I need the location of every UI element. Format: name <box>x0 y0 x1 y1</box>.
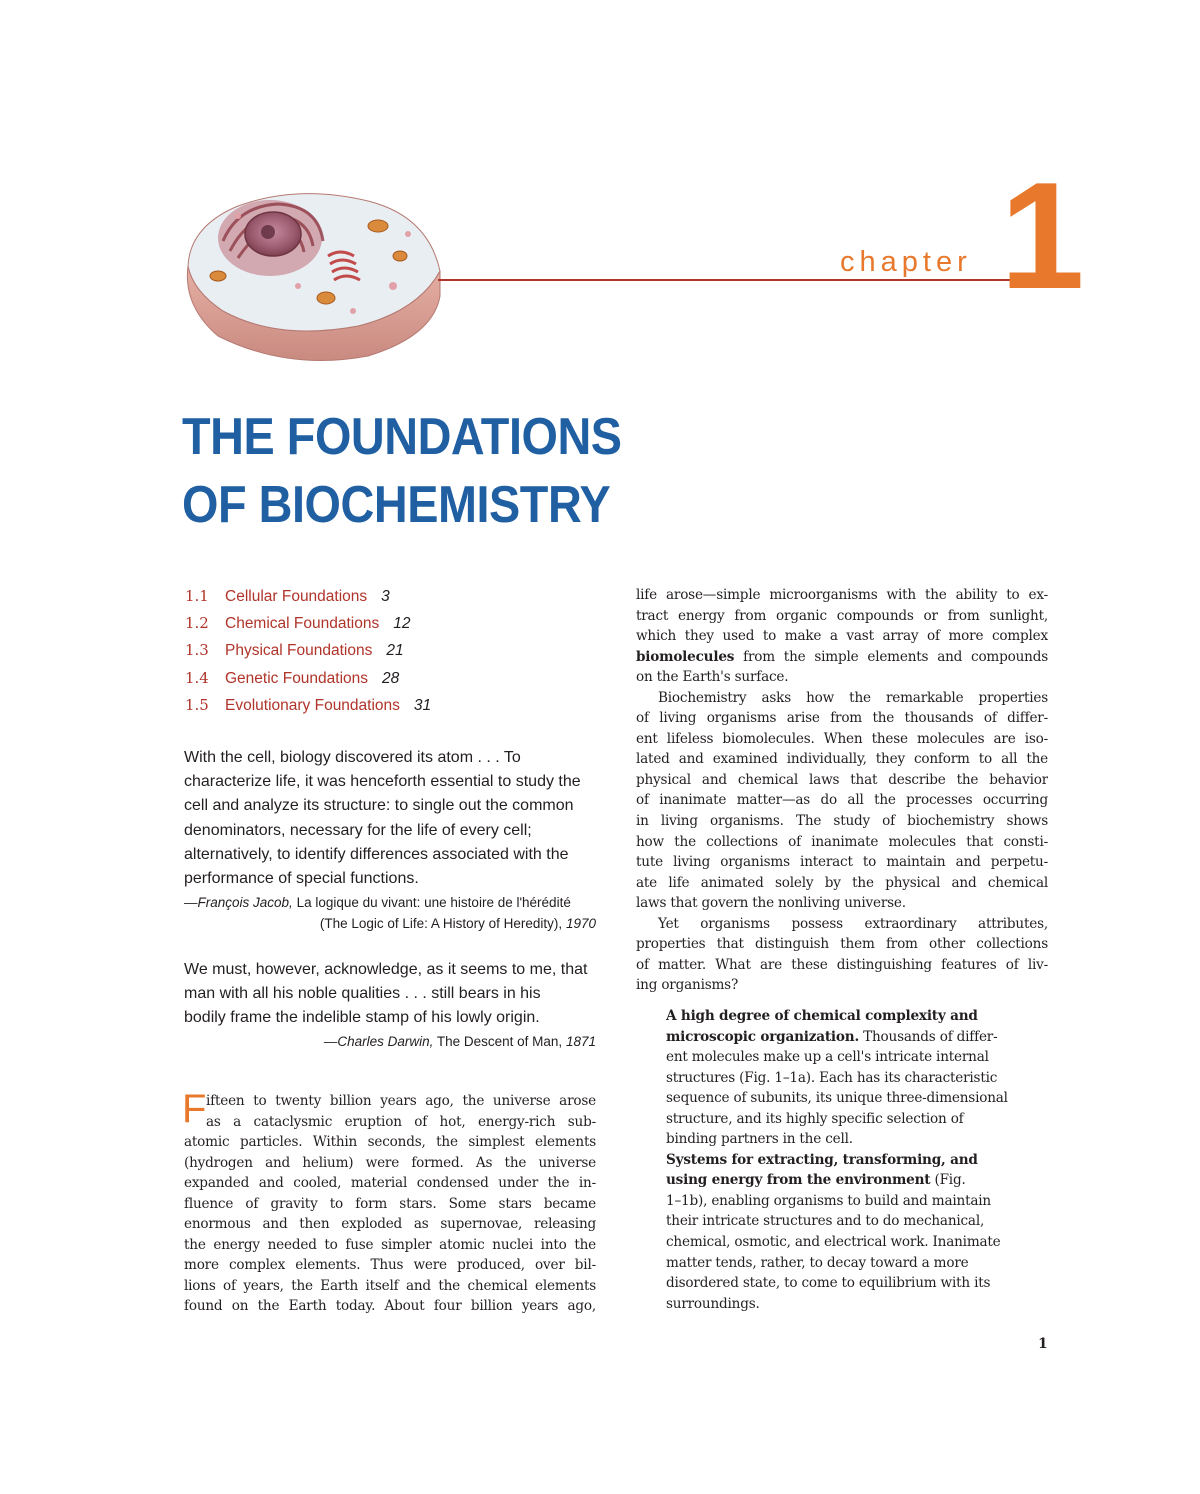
body-line: lions of years, the Earth itself and the chemical elements <box>184 1277 596 1294</box>
body-line: as a cataclysmic eruption of hot, energy-rich sub- <box>206 1113 596 1130</box>
body-line: how the collections of inanimate molecules that consti- <box>636 833 1048 850</box>
body-line: surroundings. <box>666 1295 760 1312</box>
body-line: found on the Earth today. About four billion years ago, <box>184 1298 596 1315</box>
section-page: 21 <box>386 642 404 660</box>
body-line: expanded and cooled, material condensed under the in- <box>184 1175 596 1192</box>
chapter-rule <box>438 279 1048 281</box>
epigraph-author: —Charles Darwin, <box>323 1034 434 1049</box>
feature-title: microscopic organization. <box>666 1028 859 1045</box>
body-line: disordered state, to come to equilibrium with its <box>666 1275 991 1292</box>
section-item[interactable] <box>185 640 605 667</box>
body-line: 1–1b), enabling organisms to build and maintain <box>666 1192 991 1209</box>
body-line: Yet organisms possess extraordinary attributes, <box>658 915 1048 932</box>
body-text: from the simple elements and compounds <box>743 648 1048 665</box>
section-item[interactable] <box>185 668 605 695</box>
epigraph-work: La logique du vivant: une histoire de l'hérédité <box>296 895 571 910</box>
body-line: binding partners in the cell. <box>666 1131 853 1148</box>
section-number: 1.2 <box>185 614 209 633</box>
body-line: chemical, osmotic, and electrical work. Inanimate <box>666 1234 1001 1251</box>
section-number: 1.5 <box>185 695 209 714</box>
feature-heading <box>666 1006 1048 1027</box>
body-line: tract energy from organic compounds or from sunlight, <box>636 607 1048 624</box>
feature-title: using energy from the environment <box>666 1172 931 1189</box>
section-title: Genetic Foundations <box>225 669 369 687</box>
body-line: laws that govern the nonliving universe. <box>636 895 906 912</box>
epigraph-translation: (The Logic of Life: A History of Heredity), <box>319 916 563 931</box>
feature-heading <box>666 1170 1048 1191</box>
section-number: 1.1 <box>185 587 209 605</box>
epigraph-attribution <box>184 893 596 913</box>
feature-heading <box>666 1150 1048 1171</box>
body-line: enormous and then exploded as supernovae, releasing <box>184 1216 596 1233</box>
body-line: of inanimate matter—as do all the processes occurring <box>636 792 1048 809</box>
body-line: ent lifeless biomolecules. When these molecules are iso- <box>636 730 1048 747</box>
body-line: of living organisms arise from the thousands of differ- <box>636 710 1048 727</box>
body-line: of matter. What are these distinguishing features of liv- <box>636 956 1048 973</box>
body-line: ifteen to twenty billion years ago, the universe arose <box>206 1093 596 1109</box>
body-line: atomic particles. Within seconds, the simplest elements <box>184 1134 596 1151</box>
body-text: Thousands of differ- <box>863 1028 998 1045</box>
section-list <box>185 586 605 722</box>
epigraph-line: bodily frame the indelible stamp of his lowly origin. <box>184 1009 540 1027</box>
section-page: 3 <box>381 588 390 605</box>
section-item[interactable] <box>185 613 605 640</box>
section-title: Evolutionary Foundations <box>225 696 400 714</box>
body-line: ent molecules make up a cell's intricate internal <box>666 1049 989 1066</box>
body-line: (hydrogen and helium) were formed. As the universe <box>184 1154 596 1171</box>
epigraph-line: performance of special functions. <box>184 869 419 887</box>
chapter-title-line-1: THE FOUNDATIONS <box>182 408 622 466</box>
section-number: 1.4 <box>185 668 209 687</box>
epigraph-year: 1970 <box>565 916 596 931</box>
body-line: sequence of subunits, its unique three-dimensional <box>666 1090 1008 1107</box>
key-term: biomolecules <box>636 648 735 665</box>
feature-title: Systems for extracting, transforming, and <box>666 1151 978 1168</box>
feature-title: A high degree of chemical complexity and <box>666 1008 978 1024</box>
chapter-label: chapter <box>840 246 972 278</box>
epigraph-year: 1871 <box>565 1034 596 1049</box>
page-number: 1 <box>1038 1336 1048 1352</box>
body-line: which they used to make a vast array of more complex <box>636 628 1048 645</box>
body-line: lated and examined individually, they conform to all the <box>636 751 1048 768</box>
section-page: 12 <box>393 615 411 633</box>
section-title: Chemical Foundations <box>225 615 380 633</box>
animal-cell-illustration <box>178 186 448 366</box>
body-line: the energy needed to fuse simpler atomic nuclei into the <box>184 1236 596 1253</box>
body-column-right <box>636 585 1048 996</box>
body-line: structure, and its highly specific selection of <box>666 1110 964 1127</box>
body-line: their intricate structures and to do mechanical, <box>666 1213 985 1230</box>
section-page: 28 <box>382 669 400 687</box>
section-number: 1.3 <box>185 641 209 660</box>
section-item[interactable] <box>185 695 605 722</box>
body-line: ing organisms? <box>636 977 739 994</box>
body-text: (Fig. <box>934 1172 966 1189</box>
body-line: tute living organisms interact to maintain and perpetu- <box>636 854 1048 871</box>
body-column-left <box>182 1087 596 1317</box>
body-line: ate life animated solely by the physical and chemical <box>636 874 1048 891</box>
epigraph-work: The Descent of Man, <box>436 1034 563 1049</box>
body-line: properties that distinguish them from other collections <box>636 936 1048 953</box>
epigraph-line: cell and analyze its structure: to single out the common <box>184 797 574 815</box>
chapter-number: 1 <box>1000 151 1085 321</box>
drop-cap: F <box>182 1087 207 1131</box>
body-line: life arose—simple microorganisms with the ability to ex- <box>636 587 1048 603</box>
body-line: physical and chemical laws that describe the behavior <box>636 771 1048 788</box>
body-line-keyterm <box>636 647 1048 668</box>
epigraph-darwin <box>184 958 596 1031</box>
epigraph-line: denominators, necessary for the life of every cell; <box>184 821 532 839</box>
epigraph-line: alternatively, to identify differences associated with the <box>184 845 569 863</box>
feature-heading <box>666 1027 1048 1048</box>
epigraph-line: We must, however, acknowledge, as it seems to me, that <box>184 961 588 978</box>
body-line: fluence of gravity to form stars. Some stars became <box>184 1195 596 1212</box>
epigraph-attribution-2 <box>184 914 596 934</box>
epigraph-line: With the cell, biology discovered its atom . . . To <box>184 749 521 766</box>
body-line: matter tends, rather, to decay toward a more <box>666 1254 969 1271</box>
body-line: structures (Fig. 1–1a). Each has its characteristic <box>666 1069 998 1086</box>
epigraph-jacob <box>184 746 596 891</box>
epigraph-attribution <box>184 1032 596 1052</box>
body-line: on the Earth's surface. <box>636 669 789 686</box>
epigraph-line: characterize life, it was henceforth essential to study the <box>184 773 581 791</box>
epigraph-author: —François Jacob, <box>184 895 293 910</box>
section-title: Physical Foundations <box>225 642 373 660</box>
feature-list <box>666 1006 1048 1314</box>
section-page: 31 <box>413 696 432 714</box>
section-title: Cellular Foundations <box>225 588 368 605</box>
body-line: more complex elements. Thus were produced, over bil- <box>184 1257 596 1274</box>
chapter-title-line-2: OF BIOCHEMISTRY <box>182 476 611 534</box>
epigraph-line: man with all his noble qualities . . . still bears in his <box>184 985 541 1003</box>
body-line: in living organisms. The study of biochemistry shows <box>636 813 1048 830</box>
section-item[interactable] <box>185 586 605 613</box>
body-line: Biochemistry asks how the remarkable properties <box>658 689 1048 706</box>
